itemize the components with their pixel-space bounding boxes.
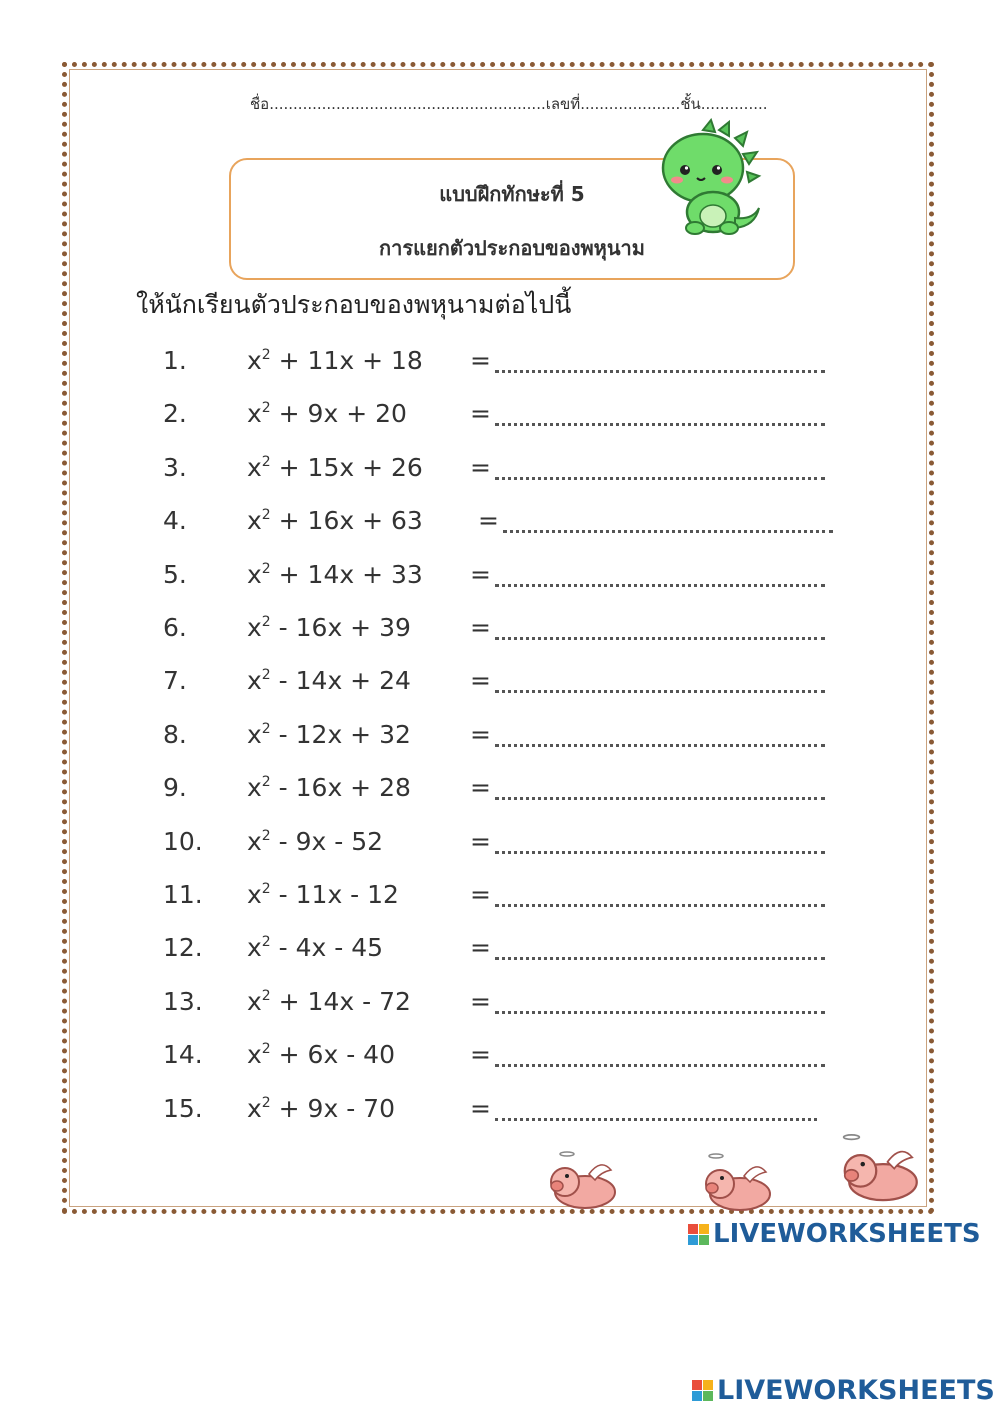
problem-expression — [247, 506, 423, 535]
liveworksheets-logo — [688, 1219, 981, 1249]
answer-blank[interactable] — [495, 635, 825, 640]
expression-exponent: 2 — [261, 667, 271, 683]
expression-rest: - 12x + 32 — [270, 720, 411, 749]
instruction-text: ให้นักเรียนตัวประกอบของพหุนามต่อไปนี้ — [136, 290, 572, 319]
logo-text: LIVEWORKSHEETS — [717, 1375, 995, 1406]
liveworksheets-logo-footer — [692, 1375, 995, 1406]
equals-sign: = — [470, 1040, 491, 1069]
expression-base: x — [247, 560, 262, 589]
expression-exponent: 2 — [261, 881, 271, 897]
problem-expression — [247, 666, 411, 695]
problem-row — [0, 880, 1000, 920]
problem-number: 1. — [163, 346, 187, 375]
problem-expression — [247, 453, 423, 482]
equals-sign: = — [470, 666, 491, 695]
logo-text: LIVEWORKSHEETS — [713, 1219, 981, 1249]
problem-row — [0, 933, 1000, 973]
problem-expression — [247, 773, 411, 802]
problem-expression — [247, 987, 411, 1016]
problem-expression — [247, 933, 383, 962]
problem-number: 5. — [163, 560, 187, 589]
problem-number: 15. — [163, 1094, 203, 1123]
expression-rest: - 16x + 28 — [270, 773, 411, 802]
answer-blank[interactable] — [495, 955, 825, 960]
equals-sign: = — [470, 346, 491, 375]
equals-sign: = — [470, 560, 491, 589]
expression-base: x — [247, 720, 262, 749]
expression-exponent: 2 — [261, 614, 271, 630]
problem-expression — [247, 613, 411, 642]
student-info-line: ชื่อ..........................................................เลขที่.....................ชั้น.............. — [250, 95, 768, 113]
problem-number: 12. — [163, 933, 203, 962]
problem-expression — [247, 720, 411, 749]
liveworksheets-logo-icon — [688, 1224, 709, 1245]
expression-exponent: 2 — [261, 828, 271, 844]
expression-rest: - 14x + 24 — [270, 666, 411, 695]
liveworksheets-logo-icon — [692, 1380, 713, 1401]
expression-exponent: 2 — [261, 721, 271, 737]
problem-expression — [247, 827, 383, 856]
problem-row — [0, 613, 1000, 653]
expression-base: x — [247, 987, 262, 1016]
answer-blank[interactable] — [495, 368, 825, 373]
expression-base: x — [247, 346, 262, 375]
equals-sign: = — [470, 773, 491, 802]
expression-exponent: 2 — [261, 454, 271, 470]
problem-row — [0, 346, 1000, 386]
expression-exponent: 2 — [261, 1095, 271, 1111]
expression-exponent: 2 — [261, 988, 271, 1004]
problem-row — [0, 666, 1000, 706]
expression-rest: + 14x - 72 — [270, 987, 411, 1016]
flying-pig-icon — [545, 1148, 625, 1218]
problem-number: 4. — [163, 506, 187, 535]
expression-rest: + 6x - 40 — [270, 1040, 395, 1069]
expression-base: x — [247, 1040, 262, 1069]
equals-sign: = — [470, 880, 491, 909]
expression-base: x — [247, 880, 262, 909]
equals-sign: = — [470, 1094, 491, 1123]
expression-base: x — [247, 827, 262, 856]
problem-number: 3. — [163, 453, 187, 482]
answer-blank[interactable] — [495, 1116, 817, 1121]
expression-exponent: 2 — [261, 507, 271, 523]
problem-number: 8. — [163, 720, 187, 749]
expression-exponent: 2 — [261, 934, 271, 950]
problem-expression — [247, 346, 423, 375]
equals-sign: = — [470, 987, 491, 1016]
equals-sign: = — [470, 720, 491, 749]
problem-expression — [247, 399, 407, 428]
problem-number: 7. — [163, 666, 187, 695]
expression-base: x — [247, 773, 262, 802]
expression-rest: + 11x + 18 — [270, 346, 423, 375]
answer-blank[interactable] — [495, 902, 825, 907]
expression-exponent: 2 — [261, 1041, 271, 1057]
expression-rest: - 11x - 12 — [270, 880, 399, 909]
problem-expression — [247, 560, 423, 589]
expression-base: x — [247, 453, 262, 482]
problem-row — [0, 560, 1000, 600]
expression-rest: - 16x + 39 — [270, 613, 411, 642]
problem-row — [0, 987, 1000, 1027]
expression-base: x — [247, 399, 262, 428]
expression-base: x — [247, 613, 262, 642]
problem-number: 11. — [163, 880, 203, 909]
expression-exponent: 2 — [261, 561, 271, 577]
problem-row — [0, 506, 1000, 546]
problem-row — [0, 1040, 1000, 1080]
expression-exponent: 2 — [261, 774, 271, 790]
expression-rest: + 14x + 33 — [270, 560, 423, 589]
expression-rest: + 9x - 70 — [270, 1094, 395, 1123]
answer-blank[interactable] — [503, 528, 833, 533]
equals-sign: = — [470, 399, 491, 428]
answer-blank[interactable] — [495, 795, 825, 800]
answer-blank[interactable] — [495, 742, 825, 747]
problem-number: 9. — [163, 773, 187, 802]
equals-sign: = — [470, 933, 491, 962]
problem-number: 14. — [163, 1040, 203, 1069]
answer-blank[interactable] — [495, 582, 825, 587]
problem-number: 6. — [163, 613, 187, 642]
equals-sign: = — [478, 506, 499, 535]
expression-rest: + 9x + 20 — [270, 399, 407, 428]
problem-row — [0, 827, 1000, 867]
worksheet-subtitle: การแยกตัวประกอบของพหุนาม — [379, 236, 645, 260]
problem-row — [0, 399, 1000, 439]
problem-row — [0, 773, 1000, 813]
answer-blank[interactable] — [495, 475, 825, 480]
answer-blank[interactable] — [495, 688, 825, 693]
equals-sign: = — [470, 453, 491, 482]
problem-number: 13. — [163, 987, 203, 1016]
problem-number: 2. — [163, 399, 187, 428]
answer-blank[interactable] — [495, 1062, 825, 1067]
flying-pig-icon — [700, 1150, 780, 1220]
problem-expression — [247, 1040, 395, 1069]
expression-rest: + 15x + 26 — [270, 453, 423, 482]
problem-number: 10. — [163, 827, 203, 856]
expression-base: x — [247, 1094, 262, 1123]
answer-blank[interactable] — [495, 849, 825, 854]
expression-rest: + 16x + 63 — [270, 506, 423, 535]
equals-sign: = — [470, 827, 491, 856]
dinosaur-icon — [655, 118, 775, 236]
problem-expression — [247, 1094, 395, 1123]
expression-exponent: 2 — [261, 400, 271, 416]
worksheet-title: แบบฝึกทักษะที่ 5 — [439, 182, 585, 206]
answer-blank[interactable] — [495, 1009, 825, 1014]
expression-rest: - 4x - 45 — [270, 933, 384, 962]
expression-exponent: 2 — [261, 347, 271, 363]
flying-pig-icon — [838, 1132, 928, 1212]
expression-base: x — [247, 933, 262, 962]
problem-row — [0, 453, 1000, 493]
equals-sign: = — [470, 613, 491, 642]
problem-row — [0, 720, 1000, 760]
problem-row — [0, 1094, 1000, 1134]
expression-base: x — [247, 666, 262, 695]
expression-rest: - 9x - 52 — [270, 827, 384, 856]
answer-blank[interactable] — [495, 421, 825, 426]
problem-expression — [247, 880, 399, 909]
expression-base: x — [247, 506, 262, 535]
